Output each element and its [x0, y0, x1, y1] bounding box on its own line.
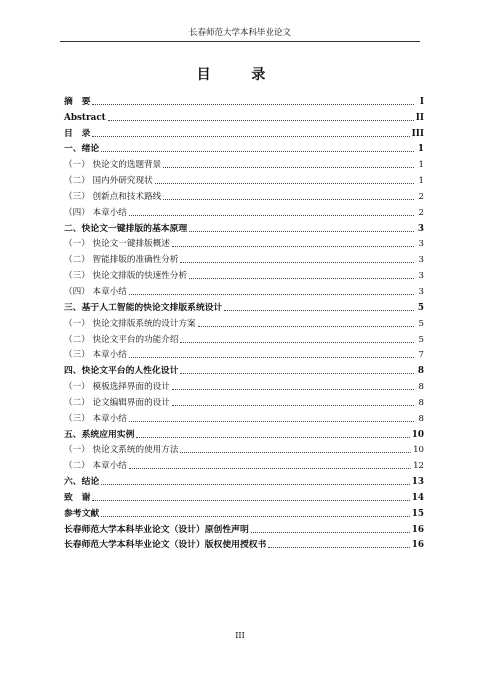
toc-entry-page: 10: [411, 429, 424, 440]
toc-entry-page: 3: [418, 286, 424, 297]
dot-leader: [163, 166, 414, 168]
dot-leader: [172, 404, 414, 406]
toc-entry-label: 目 录: [64, 128, 91, 139]
toc-chapter-entry[interactable]: [64, 139, 424, 155]
toc-entry-page: II: [415, 112, 424, 123]
toc-entry-page: 1: [418, 176, 424, 187]
dot-leader: [101, 483, 410, 485]
toc-entry-label: （二） 智能排版的准确性分析: [64, 255, 179, 266]
dot-leader: [180, 451, 411, 453]
toc-chapter-entry[interactable]: [64, 487, 424, 503]
toc-section-entry[interactable]: [64, 265, 424, 281]
toc-entry-label: （二） 本章小结: [64, 461, 127, 472]
toc-entry-page: 15: [411, 508, 424, 519]
toc-section-entry[interactable]: [64, 186, 424, 202]
toc-entry-label: 致 谢: [64, 492, 91, 503]
toc-entry-label: 参考文献: [64, 508, 100, 519]
toc-entry-page: 2: [418, 191, 424, 202]
dot-leader: [129, 293, 414, 295]
toc-entry-label: （一） 模板选择界面的设计: [64, 382, 170, 393]
toc-chapter-entry[interactable]: [64, 535, 424, 551]
toc-section-entry[interactable]: [64, 234, 424, 250]
toc-entry-label: （一） 快论文排版系统的设计方案: [64, 318, 196, 329]
toc-section-entry[interactable]: [64, 455, 424, 471]
toc-entry-label: Abstract: [64, 112, 106, 123]
dot-leader: [108, 119, 414, 121]
toc-section-entry[interactable]: [64, 202, 424, 218]
toc-entry-page: 1: [417, 144, 424, 155]
dot-leader: [92, 103, 414, 105]
toc-entry-label: 长春师范大学本科毕业论文（设计）版权使用授权书: [64, 540, 267, 551]
toc-chapter-entry[interactable]: [64, 107, 424, 123]
dot-leader: [136, 436, 409, 438]
toc-entry-page: 13: [411, 477, 424, 488]
dot-leader: [268, 546, 409, 548]
toc-entry-page: 2: [418, 207, 424, 218]
dot-leader: [163, 198, 414, 200]
toc-entry-page: 8: [417, 366, 424, 377]
toc-chapter-entry[interactable]: [64, 360, 424, 376]
toc-entry-page: 16: [411, 524, 424, 535]
dot-leader: [129, 420, 414, 422]
dot-leader: [129, 467, 411, 469]
toc-section-entry[interactable]: [64, 392, 424, 408]
toc-section-entry[interactable]: [64, 376, 424, 392]
toc-entry-page: III: [411, 128, 424, 139]
running-header: 长春师范大学本科毕业论文: [60, 26, 420, 42]
dot-leader: [251, 531, 410, 533]
toc-entry-page: 8: [418, 413, 424, 424]
dot-leader: [101, 515, 410, 517]
dot-leader: [172, 245, 414, 247]
dot-leader: [180, 341, 414, 343]
dot-leader: [129, 214, 414, 216]
toc-entry-page: 8: [418, 397, 424, 408]
toc-entry-label: （一） 快论文系统的使用方法: [64, 445, 179, 456]
dot-leader: [189, 230, 414, 232]
dot-leader: [224, 309, 414, 311]
toc-section-entry[interactable]: [64, 281, 424, 297]
toc-chapter-entry[interactable]: [64, 91, 424, 107]
dot-leader: [180, 261, 414, 263]
toc-entry-label: 一、绪论: [64, 144, 100, 155]
toc-chapter-entry[interactable]: [64, 424, 424, 440]
toc-section-entry[interactable]: [64, 249, 424, 265]
toc-section-entry[interactable]: [64, 440, 424, 456]
toc-entry-page: 12: [413, 461, 424, 472]
toc-section-entry[interactable]: [64, 170, 424, 186]
page-title: 目 录: [196, 67, 284, 83]
dot-leader: [92, 499, 409, 501]
toc-entry-page: 5: [418, 318, 424, 329]
toc-entry-label: （一） 快论文的选题背景: [64, 160, 162, 171]
toc-section-entry[interactable]: [64, 154, 424, 170]
toc-entry-page: 1: [418, 160, 424, 171]
toc-section-entry[interactable]: [64, 408, 424, 424]
table-of-contents: [64, 91, 424, 550]
toc-entry-page: 3: [418, 271, 424, 282]
toc-entry-page: I: [419, 96, 424, 107]
dot-leader: [101, 150, 414, 152]
toc-entry-label: 摘 要: [64, 96, 91, 107]
toc-entry-label: 六、结论: [64, 477, 100, 488]
toc-entry-label: （二） 快论文平台的功能介绍: [64, 334, 179, 345]
toc-entry-page: 3: [418, 239, 424, 250]
toc-entry-page: 8: [418, 382, 424, 393]
toc-chapter-entry[interactable]: [64, 218, 424, 234]
toc-entry-page: 16: [411, 540, 424, 551]
toc-entry-label: （四） 本章小结: [64, 286, 127, 297]
toc-chapter-entry[interactable]: [64, 297, 424, 313]
toc-chapter-entry[interactable]: [64, 471, 424, 487]
toc-entry-label: （三） 快论文排版的快速性分析: [64, 271, 188, 282]
toc-entry-page: 5: [417, 302, 424, 313]
page-number: III: [235, 631, 245, 640]
toc-entry-label: 二、快论文一键排版的基本原理: [64, 223, 188, 234]
dot-leader: [129, 356, 414, 358]
toc-entry-label: （一） 快论文一键排版概述: [64, 239, 170, 250]
toc-chapter-entry[interactable]: [64, 503, 424, 519]
toc-section-entry[interactable]: [64, 313, 424, 329]
toc-entry-label: （三） 本章小结: [64, 350, 127, 361]
dot-leader: [92, 135, 409, 137]
toc-section-entry[interactable]: [64, 329, 424, 345]
dot-leader: [180, 372, 414, 374]
toc-chapter-entry[interactable]: [64, 519, 424, 535]
dot-leader: [198, 325, 414, 327]
toc-entry-page: 3: [417, 223, 424, 234]
toc-entry-label: （三） 创新点和技术路线: [64, 191, 162, 202]
toc-entry-page: 5: [418, 334, 424, 345]
toc-entry-page: 3: [418, 255, 424, 266]
toc-entry-label: 四、快论文平台的人性化设计: [64, 366, 179, 377]
toc-entry-label: （四） 本章小结: [64, 207, 127, 218]
toc-entry-label: （三） 本章小结: [64, 413, 127, 424]
toc-entry-label: （二） 国内外研究现状: [64, 176, 153, 187]
toc-entry-page: 7: [418, 350, 424, 361]
toc-entry-page: 14: [411, 492, 424, 503]
toc-section-entry[interactable]: [64, 345, 424, 361]
toc-entry-label: 三、基于人工智能的快论文排版系统设计: [64, 302, 223, 313]
toc-entry-label: （二） 论文编辑界面的设计: [64, 397, 170, 408]
dot-leader: [155, 182, 414, 184]
toc-entry-label: 长春师范大学本科毕业论文（设计）原创性声明: [64, 524, 249, 535]
dot-leader: [189, 277, 414, 279]
toc-entry-label: 五、系统应用实例: [64, 429, 135, 440]
toc-chapter-entry[interactable]: [64, 123, 424, 139]
toc-entry-page: 10: [413, 445, 424, 456]
dot-leader: [172, 388, 414, 390]
